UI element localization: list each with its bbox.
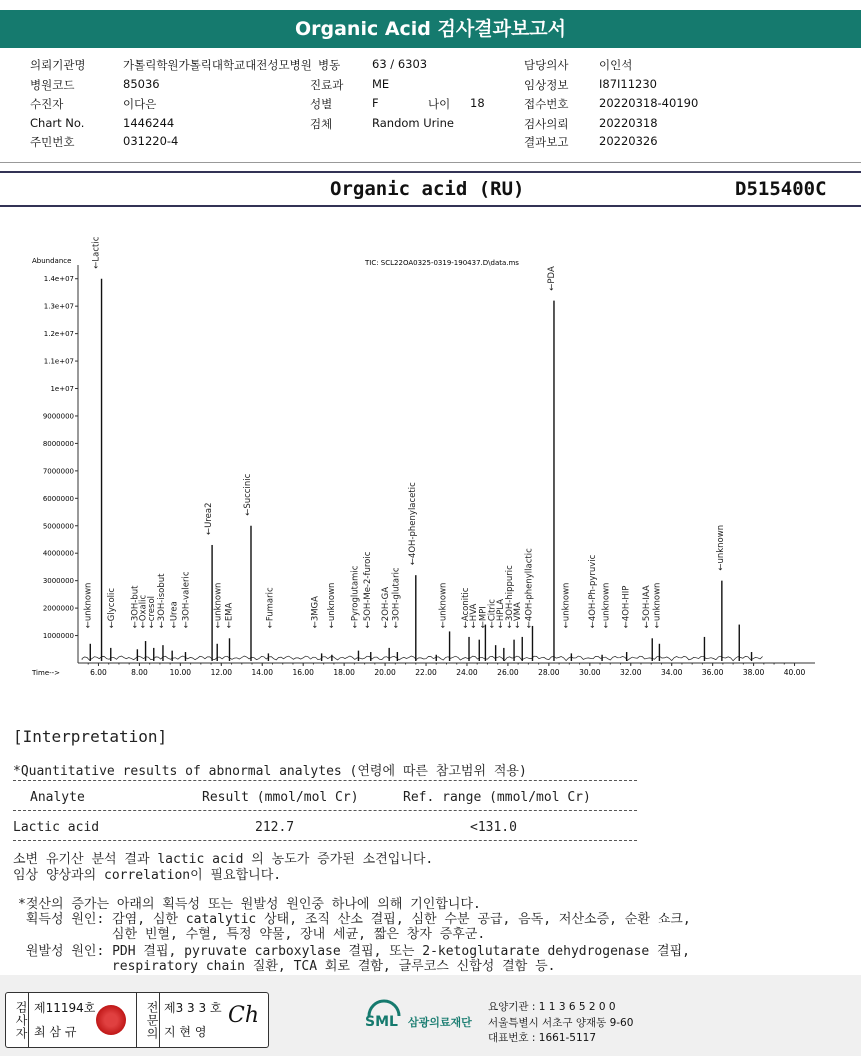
peak-annotation: ←VMA — [513, 602, 524, 629]
info-label: 주민번호 — [30, 135, 75, 149]
note-line: 획득성 원인: 감염, 심한 catalytic 상태, 조직 산소 결핍, 심한 수분 공급, 음독, 저산소증, 순환 쇼크, — [18, 912, 691, 927]
table-rule — [13, 810, 637, 811]
col-result: Result (mmol/mol Cr) — [202, 790, 359, 805]
title-rule-bottom — [0, 205, 861, 207]
y-tick-label: 1.1e+07 — [43, 357, 74, 366]
peak-annotation: ←unknown — [715, 524, 726, 571]
y-tick-label: 3000000 — [42, 577, 74, 586]
info-value: 20220318 — [599, 116, 658, 130]
x-tick-label: 28.00 — [538, 668, 560, 677]
doctor-signature: Ch — [228, 1003, 260, 1028]
signature-box — [5, 992, 269, 1048]
chart-title: TIC: SCL22OA0325-0319-190437.D\data.ms — [365, 259, 519, 267]
peak-annotation: ←3OH-but — [130, 585, 141, 629]
info-value: 20220326 — [599, 134, 658, 148]
note-line: respiratory chain 질환, TCA 회로 결함, 글루코스 신합성 결함 등. — [18, 959, 556, 974]
x-tick-label: 6.00 — [90, 668, 107, 677]
org-code: 요양기관 : 1 1 3 6 5 2 0 0 — [488, 1001, 616, 1013]
summary-line: 소변 유기산 분석 결과 lactic acid 의 농도가 증가된 소견입니다. — [13, 852, 434, 867]
peak-annotation: ←cresol — [146, 595, 157, 629]
info-label: 결과보고 — [524, 135, 569, 149]
org-name: 삼광의료재단 — [408, 1016, 472, 1029]
peak-annotation: ←unknown — [326, 582, 337, 629]
peak-annotation: ←3OH-hippuric — [505, 565, 516, 629]
report-code: D515400C — [735, 178, 827, 200]
peak-annotation: ←5OH-Me-2-furoic — [362, 551, 373, 629]
peak-annotation: ←2OH-GA — [381, 586, 392, 629]
x-tick-label: 32.00 — [620, 668, 642, 677]
x-tick-label: 26.00 — [497, 668, 519, 677]
info-label: 검사의뢰 — [524, 117, 569, 131]
info-value: 031220-4 — [123, 134, 179, 148]
info-label: 임상정보 — [524, 78, 569, 92]
peak-annotation: ←4OH-phenyllactic — [524, 548, 535, 629]
peak-annotation: ←3OH-valeric — [181, 571, 192, 629]
peak-annotation: ←HPLA — [495, 598, 506, 629]
doctor-name: 지 현 영 — [164, 1025, 207, 1039]
y-tick-label: 7000000 — [42, 467, 74, 476]
info-label: 병원코드 — [30, 78, 75, 92]
table-rule — [13, 780, 637, 781]
info-value: I87I11230 — [599, 77, 657, 91]
peak-annotation: ←unknown — [438, 582, 449, 629]
logo-text: SML — [365, 1014, 398, 1030]
info-value: 20220318-40190 — [599, 96, 699, 110]
y-tick-label: 1e+07 — [50, 385, 74, 394]
x-tick-label: 10.00 — [169, 668, 192, 677]
peak-annotation: ←Urea2 — [204, 502, 215, 535]
y-tick-label: 6000000 — [42, 494, 74, 503]
peak-annotation: ←5OH-IAA — [642, 585, 653, 629]
peak-annotation: ←EMA — [224, 602, 235, 629]
y-tick-label: 9000000 — [42, 412, 74, 421]
info-value: 85036 — [123, 77, 160, 91]
x-tick-label: 22.00 — [415, 668, 437, 677]
report-title: Organic acid (RU) — [330, 178, 525, 200]
x-tick-label: 36.00 — [701, 668, 724, 677]
sml-logo — [365, 1000, 403, 1038]
note-line: 원발성 원인: PDH 결핍, pyruvate carboxylase 결핍, 또는 2-ketoglutarate dehydrogenase 결핍, — [18, 944, 690, 959]
peak-annotation: ←Pyroglutamic — [350, 565, 361, 629]
x-tick-label: 8.00 — [131, 668, 148, 677]
y-tick-label: 1000000 — [42, 632, 74, 641]
title-rule-top — [0, 171, 861, 173]
report-header: Organic Acid 검사결과보고서 — [0, 10, 861, 48]
tester-name: 최 삼 규 — [34, 1025, 77, 1039]
peak-annotation: ←4OH-HIP — [621, 585, 632, 629]
x-tick-label: 24.00 — [456, 668, 478, 677]
peak-annotation: ←4OH-Ph-pyruvic — [587, 554, 598, 629]
x-tick-label: 34.00 — [660, 668, 683, 677]
peak-annotation: ←Oxalic — [138, 594, 149, 629]
chromatogram-chart — [30, 236, 830, 685]
info-value: 18 — [470, 96, 485, 110]
x-tick-label: 40.00 — [783, 668, 806, 677]
y-tick-label: 8000000 — [42, 439, 74, 448]
info-label: 의뢰기관명 — [30, 58, 86, 72]
info-label: 나이 — [428, 97, 451, 111]
y-tick-label: 4000000 — [42, 549, 74, 558]
peak-annotation: ←Succinic — [243, 473, 254, 516]
peak-annotation: ←Urea — [169, 601, 180, 629]
info-label: 수진자 — [30, 97, 64, 111]
peak-annotation: ←3MGA — [310, 596, 321, 629]
x-tick-label: 38.00 — [742, 668, 765, 677]
row-ref: <131.0 — [470, 820, 517, 835]
x-tick-label: 30.00 — [579, 668, 601, 677]
info-label: 성별 — [310, 97, 333, 111]
info-label: 담당의사 — [524, 58, 569, 72]
peak-annotation: ←Glycolic — [106, 587, 117, 629]
info-label: 진료과 — [310, 78, 344, 92]
row-result: 212.7 — [255, 820, 295, 835]
peak-annotation: ←PDA — [547, 266, 558, 291]
x-tick-label: 20.00 — [374, 668, 396, 677]
org-phone: 대표번호 : 1661-5117 — [488, 1032, 597, 1044]
peak-annotation: ←3OH-isobut — [157, 573, 168, 629]
x-axis-label: Time--> — [32, 669, 61, 677]
info-label: 병동 — [318, 58, 341, 72]
doctor-license: 제3 3 3 호 — [164, 1001, 222, 1015]
y-axis-label: Abundance — [32, 257, 72, 265]
peak-annotation: ←unknown — [561, 582, 572, 629]
x-tick-label: 12.00 — [210, 668, 233, 677]
tester-label: 검사자 — [6, 993, 29, 1047]
note-line: *젖산의 증가는 아래의 획득성 또는 원발성 원인중 하나에 의해 기인합니다. — [18, 897, 481, 912]
peak-annotation: ←unknown — [601, 582, 612, 629]
y-tick-label: 1.2e+07 — [43, 330, 74, 339]
info-label: 접수번호 — [524, 97, 569, 111]
col-analyte: Analyte — [30, 790, 85, 805]
peak-annotation: ←unknown — [652, 582, 663, 629]
y-tick-label: 1.4e+07 — [43, 275, 74, 284]
org-address: 서울특별시 서초구 양재동 9-60 — [488, 1017, 634, 1029]
row-analyte: Lactic acid — [13, 820, 100, 835]
peak-annotation: ←Fumaric — [265, 587, 276, 629]
tester-license: 제11194호 — [34, 1001, 96, 1015]
peak-annotation: ←unknown — [213, 582, 224, 629]
seal-stamp — [96, 1005, 126, 1035]
peak-annotation: ←3OH-glutaric — [391, 567, 402, 629]
col-ref: Ref. range (mmol/mol Cr) — [403, 790, 591, 805]
info-value: 이다은 — [123, 97, 157, 111]
peak-annotation: ←Citric — [487, 599, 498, 629]
info-value: 이인석 — [599, 58, 633, 72]
peak-annotation: ←unknown — [83, 582, 94, 629]
y-tick-label: 1.3e+07 — [43, 302, 74, 311]
x-tick-label: 16.00 — [292, 668, 314, 677]
info-value: 가톨릭학원가톨릭대학교대전성모병원 — [123, 58, 312, 72]
table-rule — [13, 840, 637, 841]
doctor-label: 전문의 — [136, 993, 160, 1047]
x-tick-label: 14.00 — [251, 668, 273, 677]
y-tick-label: 2000000 — [42, 604, 74, 613]
x-tick-label: 18.00 — [333, 668, 355, 677]
info-value: 63 / 6303 — [372, 57, 428, 71]
info-value: F — [372, 96, 379, 110]
peak-annotation: ←HVA — [469, 603, 480, 629]
info-value: ME — [372, 77, 390, 91]
summary-line: 임상 양상과의 correlation이 필요합니다. — [13, 868, 282, 883]
interpretation-heading: [Interpretation] — [13, 727, 168, 746]
peak-annotation: ←4OH-phenylacetic — [407, 482, 418, 566]
info-value: Random Urine — [372, 116, 454, 130]
info-label: Chart No. — [30, 116, 85, 130]
baseline-trace — [82, 656, 763, 661]
y-tick-label: 5000000 — [42, 522, 74, 531]
peak-annotation: ←Aconitic — [461, 587, 472, 629]
quant-line: *Quantitative results of abnormal analytes (연령에 따른 참고범위 적용) — [13, 764, 527, 779]
info-value: 1446244 — [123, 116, 175, 130]
peak-annotation: ←Lactic — [91, 236, 102, 269]
peak-annotation: ←MPI — [478, 606, 489, 629]
info-label: 검체 — [310, 117, 333, 131]
note-line: 심한 빈혈, 수혈, 특정 약물, 장내 세균, 짧은 창자 증후군. — [18, 927, 486, 942]
info-divider — [0, 162, 861, 163]
